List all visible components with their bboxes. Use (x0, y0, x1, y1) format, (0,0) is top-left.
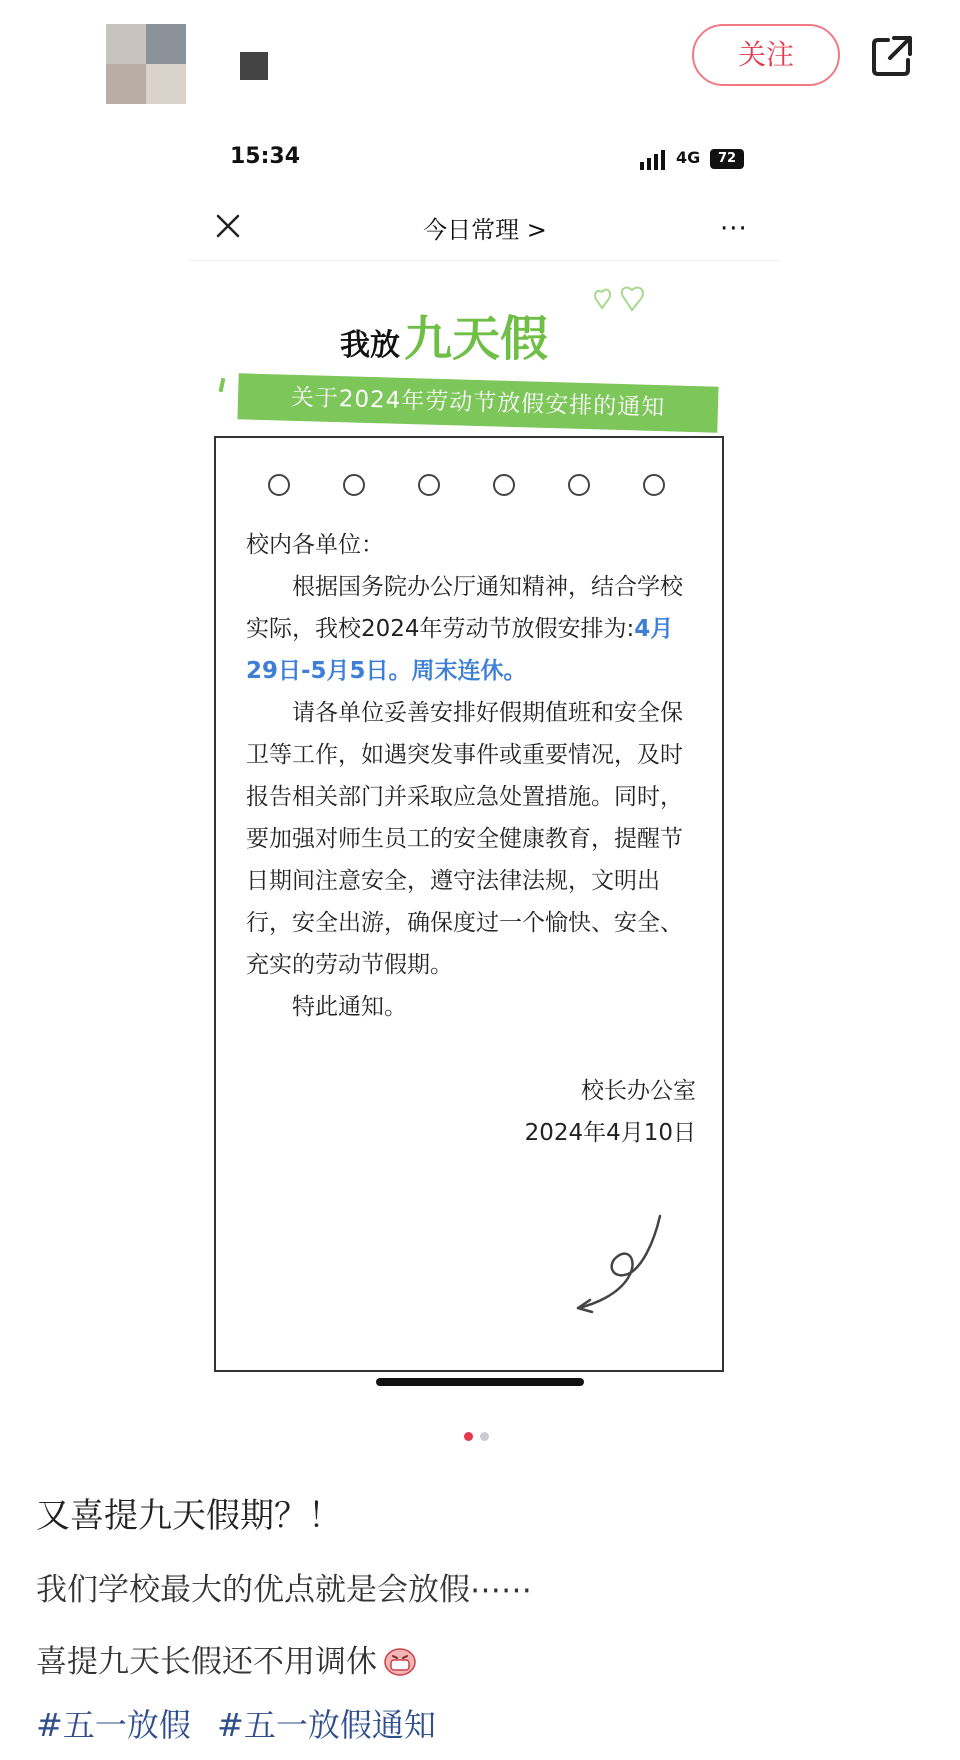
ring-hole (343, 474, 365, 496)
carousel-dot-active[interactable] (464, 1432, 473, 1441)
hashtag-link[interactable]: #五一放假 (36, 1706, 191, 1744)
crying-emoji-icon (383, 1646, 417, 1676)
share-icon[interactable] (868, 32, 916, 80)
top-bar (0, 0, 960, 120)
notice-banner: 关于2024年劳动节放假安排的通知 (237, 373, 718, 432)
headline (340, 300, 548, 370)
scribble-arrow-icon (568, 1212, 678, 1322)
more-icon[interactable]: ··· (720, 214, 748, 244)
headline-big: 九天假 (404, 311, 549, 367)
holiday-dates: 4月29日-5月5日。周末连休。 (246, 616, 674, 684)
letter-signature: 校长办公室 (581, 1078, 696, 1104)
letter-para1-text: 根据国务院办公厅通知精神，结合学校实际，我校2024年劳动节放假安排为: (246, 574, 683, 642)
letter-paragraph-2: 请各单位妥善安排好假期值班和安全保卫等工作，如遇突发事件或重要情况，及时报告相关部门并采取应急处置措施。同时，要加强对师生员工的安全健康教育，提醒节日期间注意安全，遵守法律法规，文明出行，安全出游，确保度过一个愉快、安全、充实的劳动节假期。 (246, 700, 683, 978)
username-blurred[interactable] (240, 52, 268, 80)
letter-closing: 特此通知。 (292, 994, 407, 1020)
ring-hole (568, 474, 590, 496)
hearts-icon (590, 284, 652, 318)
letter-date: 2024年4月10日 (524, 1120, 696, 1146)
hashtag-link[interactable]: #五一放假通知 (217, 1706, 436, 1744)
nav-title[interactable]: 今日常理 > (423, 216, 547, 244)
ring-hole (643, 474, 665, 496)
headline-prefix: 我放 (340, 328, 400, 363)
hashtags (36, 1700, 452, 1746)
follow-button[interactable]: 关注 (692, 24, 840, 86)
signal-icon (640, 150, 668, 170)
letter-salutation: 校内各单位： (246, 532, 384, 558)
post-text-line2: 喜提九天长假还不用调休 (36, 1644, 377, 1680)
post-title: 又喜提九天假期？！ (36, 1496, 342, 1536)
notice-letter (246, 524, 696, 1154)
post-text-line: 我们学校最大的优点就是会放假⋯⋯ (36, 1572, 532, 1608)
home-indicator (376, 1378, 584, 1386)
battery-icon: 72 (710, 149, 744, 169)
divider (190, 260, 780, 261)
ring-hole (418, 474, 440, 496)
post-text-line (36, 1636, 417, 1681)
close-icon[interactable] (214, 212, 242, 240)
ring-holes (268, 474, 668, 502)
avatar[interactable] (106, 24, 186, 104)
ring-hole (268, 474, 290, 496)
ring-hole (493, 474, 515, 496)
carousel-dots (464, 1432, 494, 1442)
network-type: 4G (676, 148, 701, 167)
carousel-dot[interactable] (480, 1432, 489, 1441)
letter-paragraph-1 (246, 566, 696, 692)
status-time: 15:34 (230, 144, 301, 169)
